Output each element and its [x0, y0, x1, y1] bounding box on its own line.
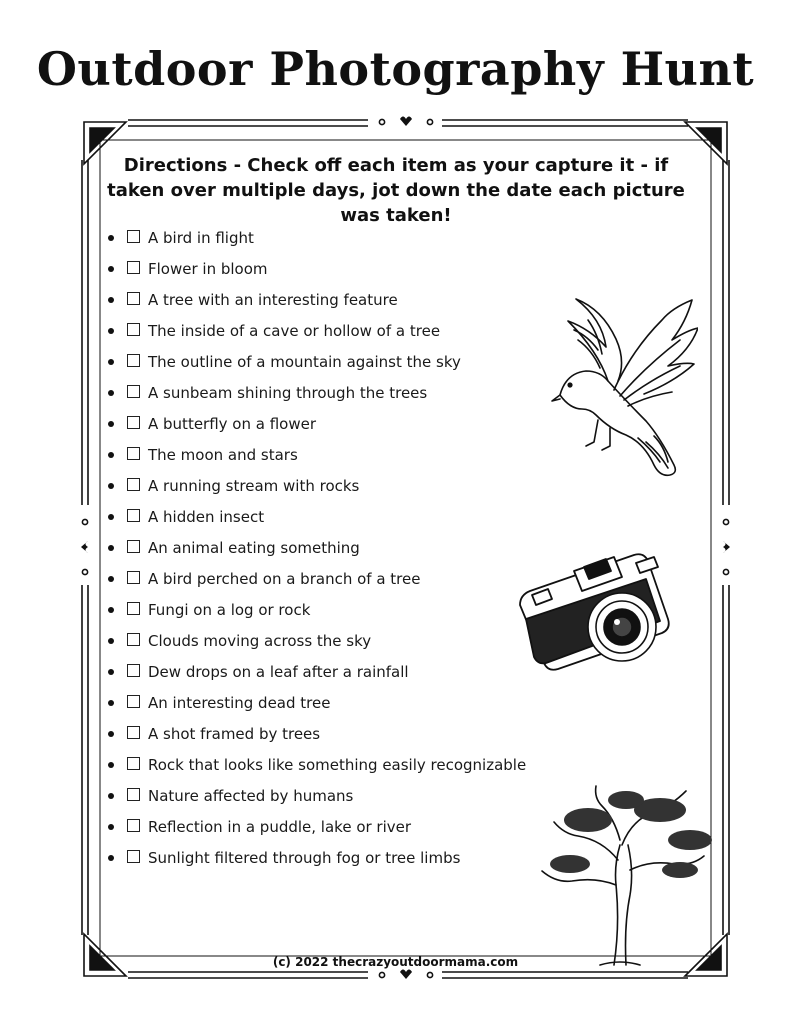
checkbox[interactable] — [127, 819, 140, 832]
checkbox[interactable] — [127, 230, 140, 243]
tree-illustration — [530, 780, 720, 970]
bullet-icon — [108, 297, 114, 303]
checklist-item — [108, 594, 568, 625]
checklist-item-label: The outline of a mountain against the sky — [148, 352, 461, 371]
checklist-item — [108, 811, 568, 842]
bullet-icon — [108, 390, 114, 396]
checkbox[interactable] — [127, 633, 140, 646]
checklist-item-label: Flower in bloom — [148, 259, 268, 278]
checkbox[interactable] — [127, 726, 140, 739]
checklist-item-label: A shot framed by trees — [148, 724, 321, 743]
camera-illustration — [514, 545, 674, 685]
checklist-item-label: The moon and stars — [148, 445, 298, 464]
checkbox[interactable] — [127, 261, 140, 274]
checkbox[interactable] — [127, 602, 140, 615]
bullet-icon — [108, 607, 114, 613]
checkbox[interactable] — [127, 571, 140, 584]
checklist-item — [108, 532, 568, 563]
checkbox[interactable] — [127, 478, 140, 491]
checkbox[interactable] — [127, 416, 140, 429]
checklist-item — [108, 563, 568, 594]
checkbox[interactable] — [127, 850, 140, 863]
checklist-item-label: A sunbeam shining through the trees — [148, 383, 428, 402]
bullet-icon — [108, 793, 114, 799]
bullet-icon — [108, 483, 114, 489]
checklist-item-label: A hidden insect — [148, 507, 265, 526]
directions-text: Directions - Check off each item as your capture it - if taken over multiple days, jot down the date each picture was taken! — [107, 155, 685, 226]
bullet-icon — [108, 266, 114, 272]
bullet-icon — [108, 452, 114, 458]
checklist-item — [108, 780, 568, 811]
checklist-item-label: Reflection in a puddle, lake or river — [148, 817, 412, 836]
checkbox[interactable] — [127, 292, 140, 305]
bullet-icon — [108, 731, 114, 737]
checklist — [108, 222, 568, 873]
checklist-item — [108, 315, 568, 346]
checklist-item — [108, 377, 568, 408]
checklist-item-label: A butterfly on a flower — [148, 414, 317, 433]
checklist-item — [108, 625, 568, 656]
checklist-item-label: Fungi on a log or rock — [148, 600, 311, 619]
checklist-item — [108, 842, 568, 873]
checklist-item — [108, 718, 568, 749]
checklist-item-label: A tree with an interesting feature — [148, 290, 398, 309]
checklist-item — [108, 656, 568, 687]
bullet-icon — [108, 700, 114, 706]
bullet-icon — [108, 235, 114, 241]
checkbox[interactable] — [127, 788, 140, 801]
copyright-footer: (c) 2022 thecrazyoutdoormama.com — [272, 955, 519, 969]
checklist-item — [108, 687, 568, 718]
checklist-item-label: An interesting dead tree — [148, 693, 331, 712]
checklist-item — [108, 408, 568, 439]
checklist-item-label: Nature affected by humans — [148, 786, 354, 805]
checklist-item-label: A bird perched on a branch of a tree — [148, 569, 421, 588]
checklist-item-label: Clouds moving across the sky — [148, 631, 372, 650]
checklist-item — [108, 501, 568, 532]
checklist-item — [108, 470, 568, 501]
checklist-item-label: Sunlight filtered through fog or tree limbs — [148, 848, 461, 867]
checklist-item-label: Rock that looks like something easily recognizable — [148, 755, 527, 774]
checklist-item-label: A bird in flight — [148, 228, 254, 247]
checklist-item — [108, 439, 568, 470]
checklist-item-label: An animal eating something — [148, 538, 360, 557]
page-title: Outdoor Photography Hunt — [36, 42, 755, 96]
checklist-item-label: The inside of a cave or hollow of a tree — [148, 321, 441, 340]
bullet-icon — [108, 545, 114, 551]
checkbox[interactable] — [127, 354, 140, 367]
checklist-item-label: Dew drops on a leaf after a rainfall — [148, 662, 409, 681]
checklist-item — [108, 253, 568, 284]
bullet-icon — [108, 421, 114, 427]
checkbox[interactable] — [127, 385, 140, 398]
checklist-item — [108, 284, 568, 315]
bullet-icon — [108, 359, 114, 365]
checklist-item — [108, 222, 568, 253]
checkbox[interactable] — [127, 664, 140, 677]
checklist-item-label: A running stream with rocks — [148, 476, 360, 495]
bullet-icon — [108, 669, 114, 675]
bullet-icon — [108, 855, 114, 861]
bullet-icon — [108, 514, 114, 520]
bullet-icon — [108, 576, 114, 582]
bullet-icon — [108, 638, 114, 644]
checkbox[interactable] — [127, 447, 140, 460]
bullet-icon — [108, 824, 114, 830]
checkbox[interactable] — [127, 695, 140, 708]
checkbox[interactable] — [127, 509, 140, 522]
checklist-item — [108, 749, 568, 780]
checkbox[interactable] — [127, 757, 140, 770]
checkbox[interactable] — [127, 540, 140, 553]
checkbox[interactable] — [127, 323, 140, 336]
bird-illustration — [548, 280, 698, 480]
bullet-icon — [108, 328, 114, 334]
bullet-icon — [108, 762, 114, 768]
checklist-item — [108, 346, 568, 377]
